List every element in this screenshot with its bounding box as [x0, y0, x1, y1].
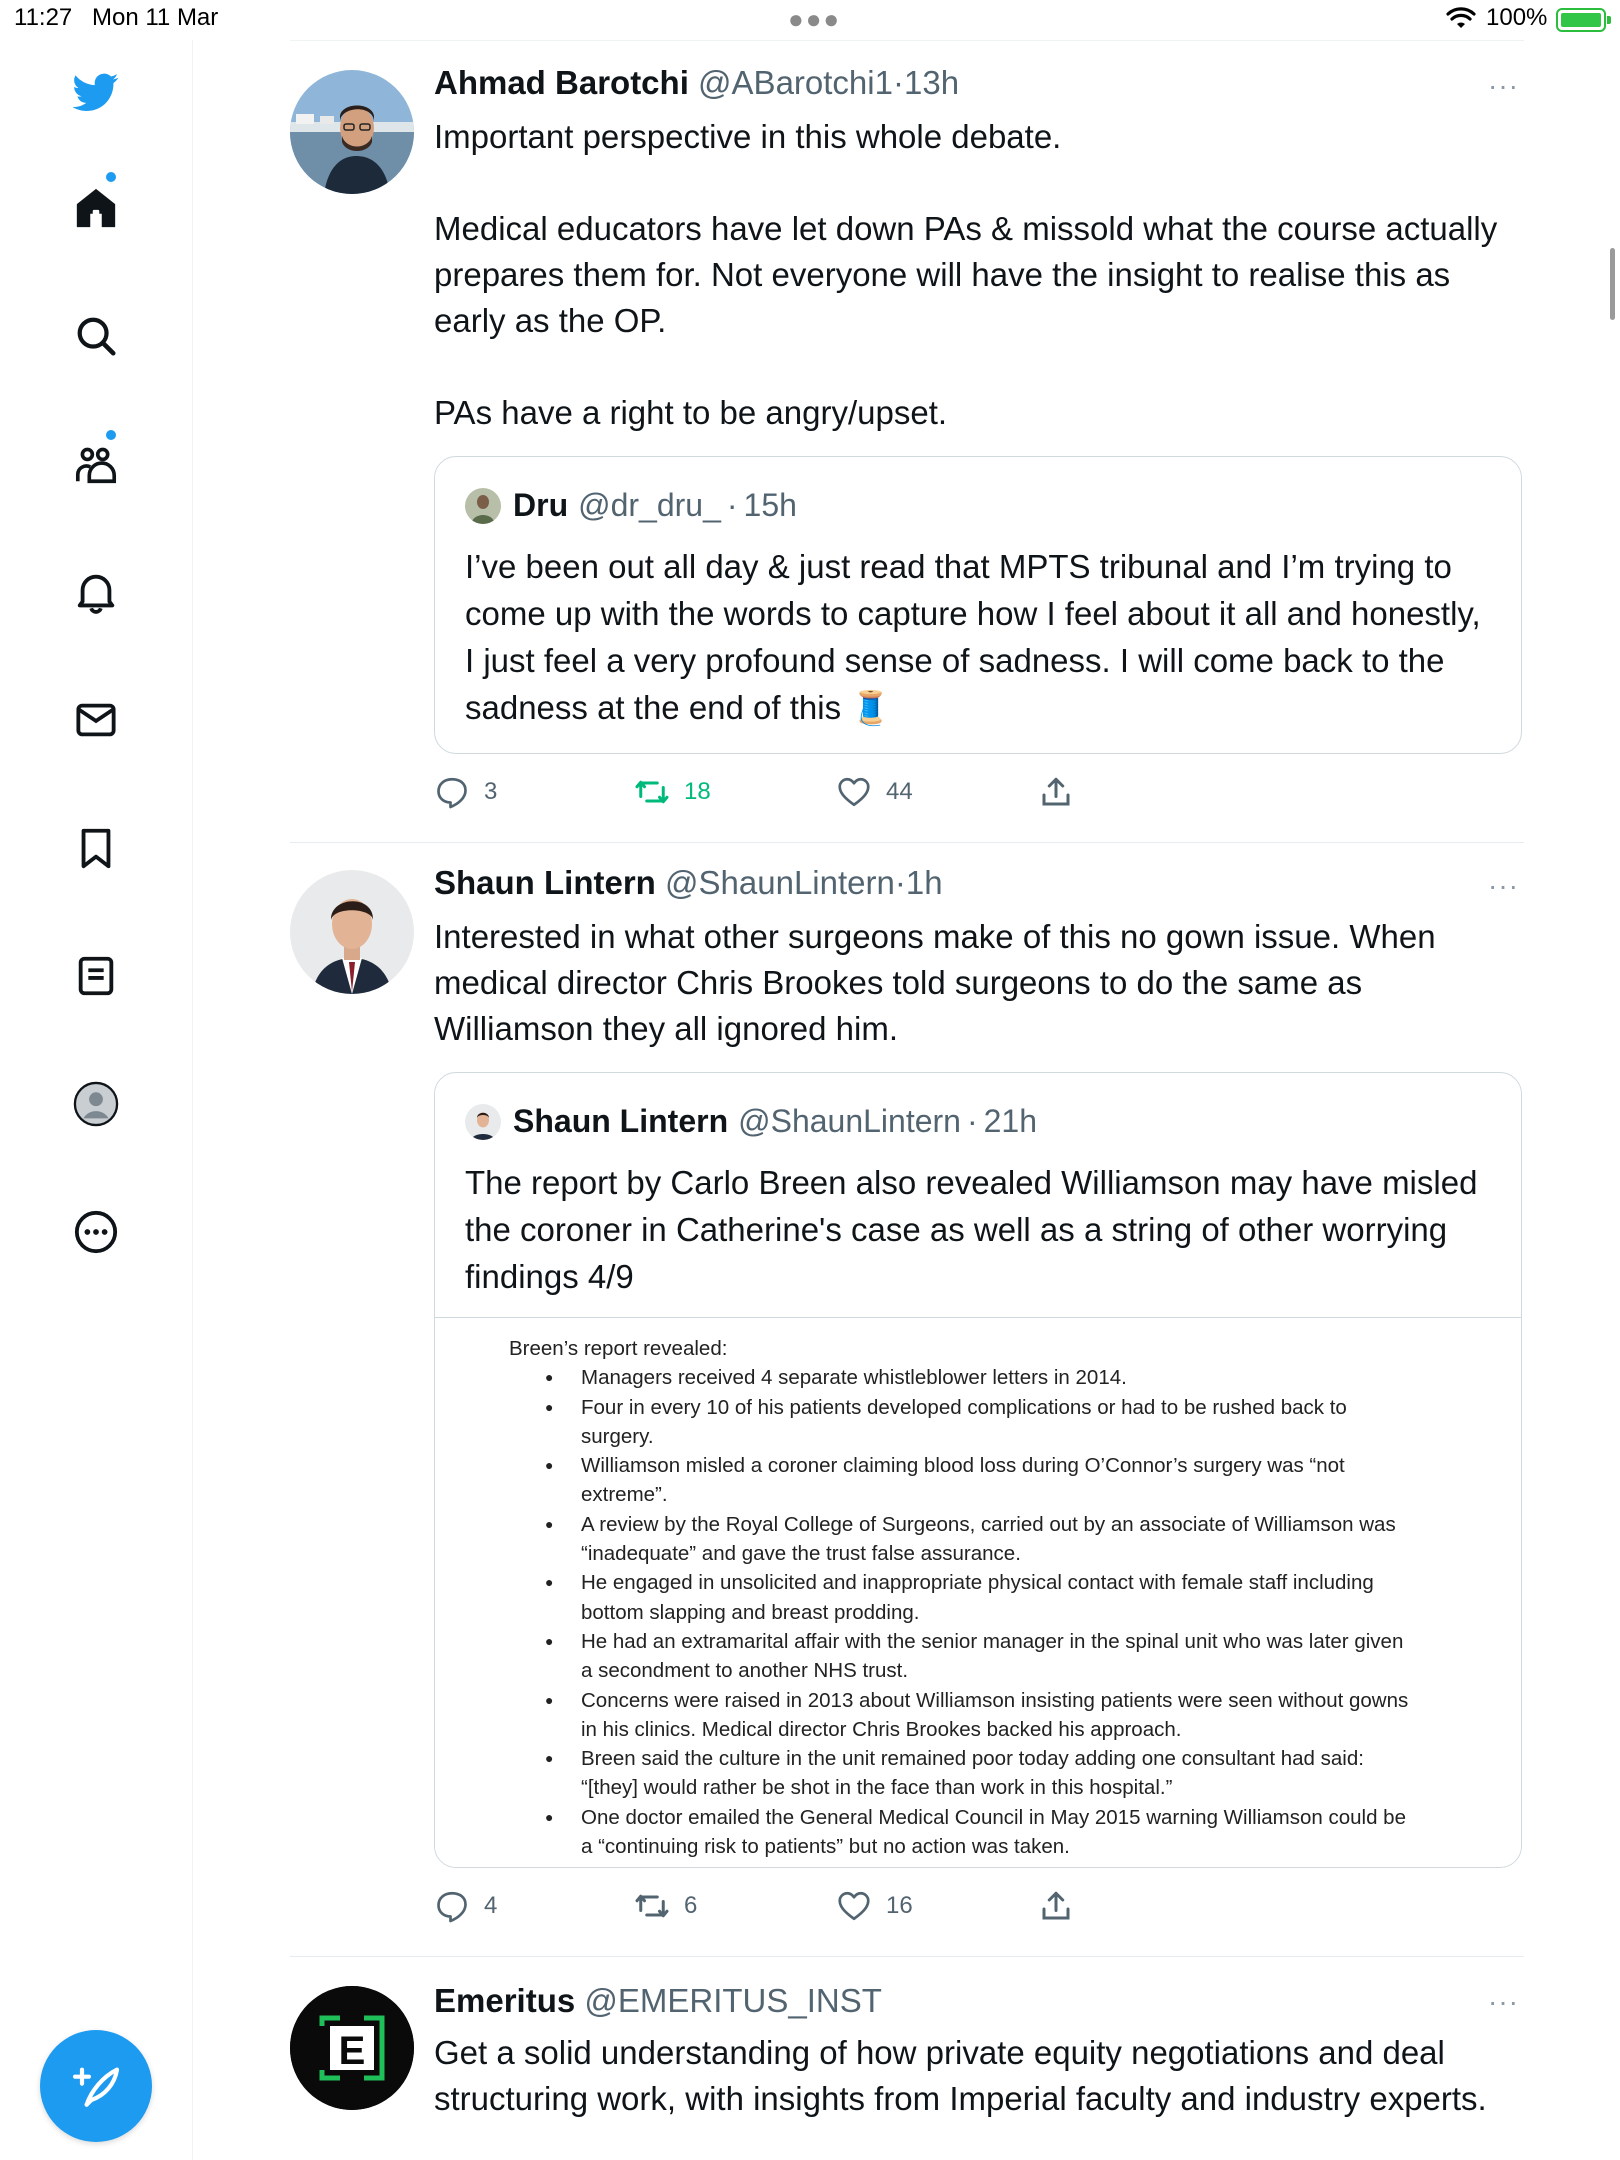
- author-handle[interactable]: @EMERITUS_INST: [584, 1982, 882, 2019]
- separator-dot: ·: [894, 864, 906, 901]
- author-handle[interactable]: @ShaunLintern: [665, 864, 895, 901]
- report-item: ● Williamson misled a coroner claiming blood loss during O’Connor’s surgery was “not extreme”.: [581, 1451, 1409, 1510]
- tweet-header: [434, 64, 959, 102]
- status-date: Mon 11 Mar: [92, 4, 219, 31]
- battery-percent: 100%: [1486, 4, 1548, 31]
- report-heading: Breen’s report revealed:: [509, 1337, 728, 1360]
- report-item: ● He engaged in unsolicited and inappropriate physical contact with female staff including bottom slapping and breast prodding.: [581, 1568, 1409, 1627]
- quoted-tweet-image[interactable]: [435, 1317, 1522, 1868]
- separator-dot: ·: [966, 1103, 978, 1139]
- feed-top-border: [290, 40, 1524, 41]
- multitasking-dots-icon[interactable]: ●●●: [788, 4, 842, 34]
- retweet-icon: [634, 1888, 670, 1924]
- quoted-author-name[interactable]: Shaun Lintern: [513, 1103, 729, 1139]
- share-icon: [1038, 774, 1074, 810]
- report-item: ● Four in every 10 of his patients developed complications or had to be rushed back to surgery.: [581, 1393, 1409, 1452]
- like-count: 44: [886, 778, 913, 805]
- report-item: ● He had an extramarital affair with the senior manager in the spinal unit who was later given a secondment to another NHS trust.: [581, 1627, 1409, 1686]
- quoted-tweet-header: [465, 487, 797, 524]
- tweet-text: [434, 114, 1524, 436]
- emeritus-logo-letter: E: [338, 2029, 366, 2073]
- author-name[interactable]: Ahmad Barotchi: [434, 64, 689, 101]
- bookmark-icon[interactable]: [70, 822, 122, 874]
- author-handle[interactable]: @ABarotchi1: [698, 64, 893, 101]
- report-item: ● A review by the Royal College of Surgeons, carried out by an associate of Williamson was “inadequate” and gave the trust false assurance.: [581, 1510, 1409, 1569]
- tweet-actions: [434, 774, 1134, 814]
- retweet-button[interactable]: [634, 1888, 697, 1924]
- feather-plus-icon: [68, 2058, 124, 2114]
- profile-avatar-icon[interactable]: [70, 1078, 122, 1130]
- twitter-logo-icon[interactable]: [70, 66, 122, 118]
- retweet-count: 6: [684, 1892, 698, 1919]
- retweet-count: 18: [684, 778, 711, 805]
- sidebar: [0, 40, 193, 2160]
- quoted-tweet-header: [465, 1103, 1037, 1140]
- quoted-tweet-text: The report by Carlo Breen also revealed Williamson may have misled the coroner in Catherine's case as well as a string of other worrying findings 4/9: [465, 1164, 1478, 1295]
- like-button[interactable]: [836, 774, 913, 810]
- tweet-actions: [434, 1888, 1134, 1928]
- share-button[interactable]: [1038, 1888, 1088, 1924]
- tweet-paragraph: Interested in what other surgeons make of this no gown issue. When medical director Chris Brookes told surgeons to do the same as Williamson they all ignored him.: [434, 918, 1436, 1047]
- report-item: ● Managers received 4 separate whistleblower letters in 2014.: [581, 1363, 1409, 1392]
- report-item: ● One doctor emailed the General Medical Council in May 2015 warning Williamson could be a “continuing risk to patients” but no action was taken.: [581, 1803, 1409, 1862]
- author-name[interactable]: Emeritus: [434, 1982, 576, 2019]
- home-icon[interactable]: [70, 182, 122, 234]
- tweet-text: [434, 2030, 1524, 2122]
- avatar-emeritus[interactable]: [290, 1986, 414, 2110]
- tweet-more-button[interactable]: ···: [1488, 70, 1519, 101]
- heart-icon: [836, 1888, 872, 1924]
- share-icon: [1038, 1888, 1074, 1924]
- more-options-icon[interactable]: [70, 1206, 122, 1258]
- reply-count: 4: [484, 1892, 498, 1919]
- separator-dot: ·: [726, 487, 738, 523]
- notifications-bell-icon[interactable]: [70, 566, 122, 618]
- avatar-shaun-lintern[interactable]: [290, 870, 414, 994]
- share-button[interactable]: [1038, 774, 1088, 810]
- report-document: [509, 1334, 1409, 1861]
- tweet-header: [434, 1982, 882, 2020]
- avatar-shaun-lintern-small[interactable]: [465, 1104, 501, 1140]
- tweet-time[interactable]: 13h: [903, 64, 960, 101]
- report-item: ● Concerns were raised in 2013 about Williamson insisting patients were seen without gowns in his clinics. Medical director Chris Brookes backed his approach.: [581, 1686, 1409, 1745]
- tweet-header: [434, 864, 943, 902]
- tweet-paragraph: PAs have a right to be angry/upset.: [434, 394, 948, 431]
- quoted-tweet-time: 21h: [983, 1103, 1038, 1139]
- quoted-tweet[interactable]: [434, 456, 1522, 754]
- tweet-divider: [290, 1956, 1524, 1957]
- quoted-author-name[interactable]: Dru: [513, 487, 569, 523]
- tweet-divider: [290, 842, 1524, 843]
- report-item: ● Breen said the culture in the unit remained poor today adding one consultant had said: “[they] would rather be shot in the face than work in this hospital.”: [581, 1744, 1409, 1803]
- messages-envelope-icon[interactable]: [70, 694, 122, 746]
- communities-icon[interactable]: [70, 438, 122, 490]
- home-notification-dot: [106, 172, 116, 182]
- quoted-tweet-text: I’ve been out all day & just read that MPTS tribunal and I’m trying to come up with the words to capture how I feel about it all and honestly, I just feel a very profound sense of sadness. I will come back to the sadness at the end of this 🧵: [465, 548, 1481, 726]
- communities-notification-dot: [106, 430, 116, 440]
- avatar-ahmad-barotchi[interactable]: [290, 70, 414, 194]
- wifi-icon: [1446, 6, 1476, 35]
- quoted-tweet-time: 15h: [743, 487, 797, 523]
- quoted-tweet[interactable]: [434, 1072, 1522, 1868]
- tweet-paragraph: Important perspective in this whole debate.: [434, 118, 1062, 155]
- tweet-more-button[interactable]: ···: [1488, 870, 1519, 901]
- report-list: [509, 1363, 1409, 1861]
- tweet-text: [434, 914, 1524, 1052]
- like-button[interactable]: [836, 1888, 913, 1924]
- battery-charging-icon: [1556, 8, 1606, 32]
- quoted-author-handle[interactable]: @ShaunLintern: [738, 1103, 961, 1139]
- compose-tweet-button[interactable]: [40, 2030, 152, 2142]
- status-bar: [0, 0, 1620, 40]
- tweet-more-button[interactable]: ···: [1488, 1986, 1519, 2017]
- scrollbar[interactable]: [1610, 248, 1615, 320]
- heart-icon: [836, 774, 872, 810]
- search-icon[interactable]: [70, 310, 122, 362]
- reply-count: 3: [484, 778, 498, 805]
- separator-dot: ·: [892, 64, 904, 101]
- reply-icon: [434, 1888, 470, 1924]
- quoted-author-handle[interactable]: @dr_dru_: [578, 487, 721, 523]
- tweet-paragraph: Medical educators have let down PAs & missold what the course actually prepares them for. Not everyone will have the insight to realise this as early as the OP.: [434, 210, 1498, 339]
- author-name[interactable]: Shaun Lintern: [434, 864, 656, 901]
- retweet-button[interactable]: [634, 774, 711, 810]
- avatar-dru[interactable]: [465, 488, 501, 524]
- reply-button[interactable]: [434, 774, 497, 810]
- lists-icon[interactable]: [70, 950, 122, 1002]
- reply-icon: [434, 774, 470, 810]
- tweet-paragraph: Get a solid understanding of how private equity negotiations and deal structuring work, with insights from Imperial faculty and industry experts.: [434, 2034, 1487, 2117]
- like-count: 16: [886, 1892, 913, 1919]
- retweet-icon: [634, 774, 670, 810]
- tweet-time[interactable]: 1h: [905, 864, 943, 901]
- reply-button[interactable]: [434, 1888, 497, 1924]
- status-time: 11:27: [14, 4, 73, 31]
